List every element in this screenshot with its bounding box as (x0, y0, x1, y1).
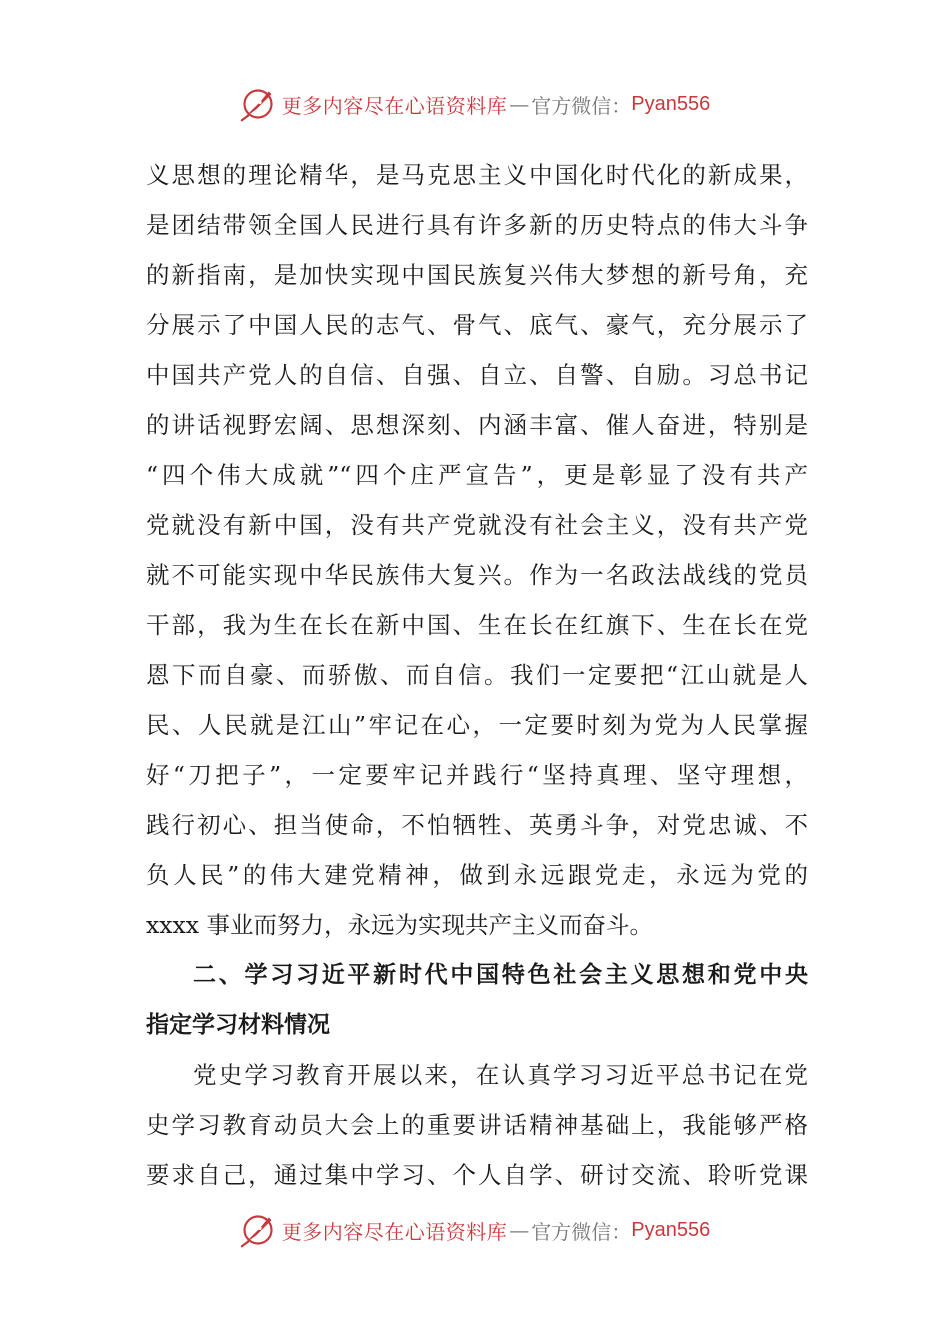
document-body (146, 150, 808, 1200)
header-banner (0, 82, 950, 126)
body-line: 的讲话视野宏阔、思想深刻、内涵丰富、催人奋进，特别是 (146, 411, 808, 439)
banner-slogan: 更多内容尽在心语资料库 (281, 93, 508, 118)
banner-wechat-id: Pyan556 (631, 1218, 711, 1241)
banner-wechat-label: 官方微信： (531, 1219, 632, 1244)
body-line: 就不可能实现中华民族伟大复兴。作为一名政法战线的党员 (146, 561, 808, 589)
body-line: 负人民”的伟大建党精神，做到永远跟党走，永远为党的 (146, 861, 808, 889)
body-line: 恩下而自豪、而骄傲、而自信。我们一定要把“江山就是人 (146, 661, 808, 689)
banner-dash: — (509, 1218, 530, 1242)
banner-wechat-label: 官方微信： (531, 93, 632, 118)
body-line: 践行初心、担当使命，不怕牺牲、英勇斗争，对党忠诚、不 (146, 811, 808, 839)
body-line: 中国共产党人的自信、自强、自立、自警、自励。习总书记 (146, 361, 808, 389)
section-heading: 二、学习习近平新时代中国特色社会主义思想和党中央 (193, 962, 808, 988)
body-line: 的新指南，是加快实现中国民族复兴伟大梦想的新号角，充 (146, 261, 808, 289)
section-heading: 指定学习材料情况 (146, 1012, 330, 1038)
body-line: 干部，我为生在长在新中国、生在长在红旗下、生在长在党 (146, 611, 808, 639)
body-line: xxxx 事业而努力，永远为实现共产主义而奋斗。 (146, 911, 653, 939)
banner-wechat-id: Pyan556 (631, 92, 711, 115)
body-line: 党就没有新中国，没有共产党就没有社会主义，没有共产党 (146, 511, 808, 539)
body-line: 好“刀把子”，一定要牢记并践行“坚持真理、坚守理想， (146, 761, 808, 789)
pen-nib-logo-icon (240, 1212, 276, 1248)
paragraph-line: 史学习教育动员大会上的重要讲话精神基础上，我能够严格 (146, 1111, 808, 1139)
body-line: “四个伟大成就”“四个庄严宣告”，更是彰显了没有共产 (146, 461, 808, 489)
banner-dash: — (509, 92, 530, 116)
body-line: 是团结带领全国人民进行具有许多新的历史特点的伟大斗争 (146, 211, 808, 239)
paragraph-line: 要求自己，通过集中学习、个人自学、研讨交流、聆听党课 (146, 1161, 808, 1189)
pen-nib-logo-icon (240, 86, 276, 122)
footer-banner (0, 1208, 950, 1252)
paragraph-line: 党史学习教育开展以来，在认真学习习近平总书记在党 (193, 1061, 808, 1089)
body-line: 义思想的理论精华，是马克思主义中国化时代化的新成果， (146, 161, 808, 189)
body-line: 分展示了中国人民的志气、骨气、底气、豪气，充分展示了 (146, 311, 808, 339)
body-line: 民、人民就是江山”牢记在心，一定要时刻为党为人民掌握 (146, 711, 808, 739)
banner-slogan: 更多内容尽在心语资料库 (281, 1219, 508, 1244)
